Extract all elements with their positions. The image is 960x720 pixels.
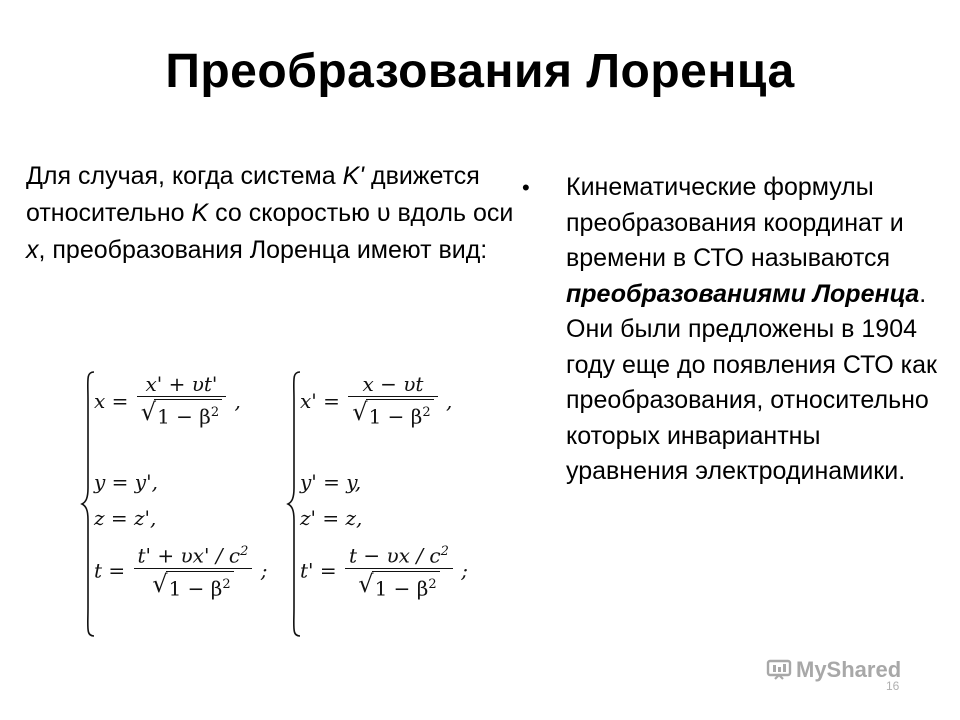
- formula-x-prime-lhs: x' =: [300, 388, 340, 413]
- intro-x: x: [26, 236, 39, 264]
- lorentz-formulas: [80, 370, 480, 638]
- intro-part-5: , преобразования Лоренца имеют вид:: [38, 236, 488, 264]
- presentation-icon: [766, 659, 792, 681]
- formula-y-prime: y' = y,: [300, 470, 362, 494]
- formula-t: [94, 540, 268, 601]
- formula-t-prime: [300, 540, 468, 601]
- sqrt-icon: √: [140, 398, 157, 426]
- intro-v: υ: [376, 199, 391, 227]
- intro-k: K: [191, 199, 209, 227]
- sqrt-icon: √: [352, 398, 368, 426]
- intro-text: [26, 158, 526, 269]
- description-emphasis: преобразованиями Лоренца: [566, 279, 920, 308]
- sqrt-icon: √: [152, 569, 168, 598]
- formula-z: z = z',: [94, 506, 157, 530]
- formula-t-prime-lhs: t' =: [300, 558, 337, 583]
- formula-x-fraction: [137, 372, 226, 430]
- intro-part-2: движется относительно: [26, 162, 480, 227]
- formula-t-prime-fraction: [345, 540, 453, 601]
- formula-x-prime-fraction: [348, 372, 437, 430]
- formula-t-prime-end: ;: [461, 558, 469, 583]
- watermark-text: MyShared: [796, 657, 902, 682]
- bullet-icon: •: [522, 175, 530, 200]
- intro-part-1: Для случая, когда система: [26, 162, 343, 190]
- formula-t-numerator: $t' + \upsilon x' / c^2$: [134, 540, 253, 569]
- page-number: 16: [886, 679, 900, 693]
- formula-x-prime-denominator: $√1 - \beta^2$: [348, 397, 437, 430]
- formula-t-fraction: [134, 540, 253, 601]
- formula-t-lhs: t =: [94, 558, 126, 583]
- formula-t-end: ;: [260, 558, 268, 583]
- formula-x-denominator: $√1 - \beta^2$: [137, 397, 226, 430]
- formula-x-end: ,: [234, 388, 241, 413]
- formula-x-numerator: x' + υt': [137, 372, 226, 397]
- description-part-1: Кинематические формулы преобразования координат и времени в СТО называются: [566, 173, 904, 272]
- formula-x-prime-end: ,: [445, 388, 453, 413]
- formula-x-prime: [300, 372, 452, 430]
- sqrt-icon: √: [358, 569, 374, 598]
- formula-x: [94, 372, 241, 430]
- description-text: [566, 170, 942, 490]
- watermark: [766, 657, 901, 683]
- intro-part-3: со скоростью: [208, 199, 377, 227]
- formula-y: y = y',: [94, 470, 158, 494]
- description-part-2: . Они были предложены в 1904 году еще до появления СТО как преобразования, относительно которых инвариантны уравнения электродинамики.: [566, 279, 937, 485]
- description-bullet: [522, 170, 942, 490]
- formula-t-prime-denominator: $√1 - \beta^2$: [345, 569, 453, 602]
- intro-k-prime: K': [342, 162, 365, 190]
- slide-title: Преобразования Лоренца: [165, 45, 795, 98]
- formula-z-prime: z' = z,: [300, 506, 363, 530]
- intro-part-4: вдоль оси: [390, 199, 514, 227]
- formula-t-prime-numerator: $t - \upsilon x / c^2$: [345, 540, 453, 569]
- formula-x-lhs: x =: [94, 388, 129, 413]
- formula-x-prime-numerator: x − υt: [348, 372, 437, 397]
- formula-t-denominator: $√1 - \beta^2$: [134, 569, 253, 602]
